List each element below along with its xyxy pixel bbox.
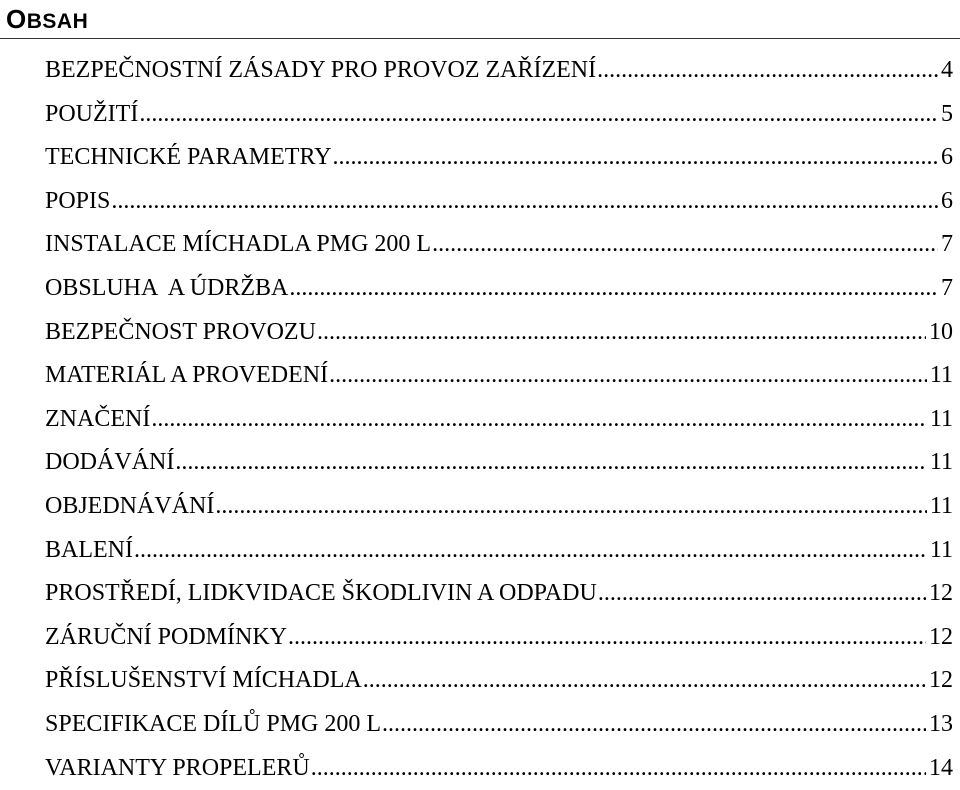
toc-entry-description[interactable] <box>45 180 953 224</box>
toc-page-number: 10 <box>929 311 953 355</box>
toc-dot-leader <box>597 49 938 93</box>
toc-entry-usage[interactable] <box>45 93 953 137</box>
toc-dot-leader <box>329 354 927 398</box>
toc-entry-operational-safety[interactable] <box>45 311 953 355</box>
toc-entry-title: PŘÍSLUŠENSTVÍ MÍCHADLA <box>45 659 362 703</box>
toc-entry-title: INSTALACE MÍCHADLA PMG 200 L <box>45 223 431 267</box>
toc-entry-title: SPECIFIKACE DÍLŮ PMG 200 L <box>45 703 381 747</box>
toc-entry-accessories[interactable] <box>45 659 953 703</box>
toc-page-number: 11 <box>930 485 953 529</box>
toc-dot-leader <box>151 398 927 442</box>
toc-page-number: 6 <box>941 180 953 224</box>
toc-entry-title: VARIANTY PROPELERŮ <box>45 747 310 790</box>
toc-page-number: 7 <box>941 223 953 267</box>
toc-entry-warranty[interactable] <box>45 616 953 660</box>
toc-dot-leader <box>289 267 938 311</box>
page-title-initial: O <box>6 4 27 34</box>
toc-entry-material-design[interactable] <box>45 354 953 398</box>
toc-entry-title: ZÁRUČNÍ PODMÍNKY <box>45 616 287 660</box>
toc-dot-leader <box>363 659 926 703</box>
toc-page-number: 13 <box>929 703 953 747</box>
toc-entry-safety-principles[interactable] <box>45 49 953 93</box>
toc-dot-leader <box>311 747 926 790</box>
table-of-contents <box>45 49 953 790</box>
toc-page-number: 12 <box>929 659 953 703</box>
toc-entry-delivery[interactable] <box>45 441 953 485</box>
toc-entry-title: PROSTŘEDÍ, LIDKVIDACE ŠKODLIVIN A ODPADU <box>45 572 597 616</box>
toc-page-number: 4 <box>941 49 953 93</box>
toc-entry-parts-specification[interactable] <box>45 703 953 747</box>
toc-dot-leader <box>134 529 927 573</box>
toc-page-number: 11 <box>930 398 953 442</box>
toc-page-number: 11 <box>930 354 953 398</box>
toc-dot-leader <box>332 136 938 180</box>
toc-entry-propeller-variants[interactable] <box>45 747 953 790</box>
toc-entry-title: TECHNICKÉ PARAMETRY <box>45 136 331 180</box>
toc-entry-title: MATERIÁL A PROVEDENÍ <box>45 354 328 398</box>
toc-page-number: 5 <box>941 93 953 137</box>
toc-page-number: 6 <box>941 136 953 180</box>
toc-entry-title: BEZPEČNOSTNÍ ZÁSADY PRO PROVOZ ZAŘÍZENÍ <box>45 49 596 93</box>
toc-entry-title: BEZPEČNOST PROVOZU <box>45 311 316 355</box>
toc-dot-leader <box>317 311 926 355</box>
toc-dot-leader <box>598 572 926 616</box>
toc-entry-installation[interactable] <box>45 223 953 267</box>
toc-entry-title: POUŽITÍ <box>45 93 138 137</box>
toc-entry-title: ZNAČENÍ <box>45 398 150 442</box>
toc-dot-leader <box>111 180 938 224</box>
toc-dot-leader <box>382 703 926 747</box>
toc-page-number: 12 <box>929 572 953 616</box>
toc-entry-title: POPIS <box>45 180 110 224</box>
toc-page-number: 11 <box>930 441 953 485</box>
toc-page-number: 12 <box>929 616 953 660</box>
toc-entry-title: OBJEDNÁVÁNÍ <box>45 485 214 529</box>
toc-entry-title: BALENÍ <box>45 529 133 573</box>
toc-page-number: 7 <box>941 267 953 311</box>
toc-dot-leader <box>288 616 926 660</box>
toc-page-number: 14 <box>929 747 953 790</box>
toc-entry-packaging[interactable] <box>45 529 953 573</box>
toc-dot-leader <box>139 93 938 137</box>
toc-entry-operation-maintenance[interactable] <box>45 267 953 311</box>
toc-entry-ordering[interactable] <box>45 485 953 529</box>
toc-entry-title: DODÁVÁNÍ <box>45 441 174 485</box>
toc-dot-leader <box>175 441 927 485</box>
heading-divider <box>0 38 960 39</box>
toc-dot-leader <box>215 485 927 529</box>
toc-entry-title: OBSLUHA A ÚDRŽBA <box>45 267 288 311</box>
page-title <box>6 2 88 39</box>
page-title-rest: BSAH <box>27 10 89 33</box>
toc-entry-technical-parameters[interactable] <box>45 136 953 180</box>
toc-dot-leader <box>432 223 938 267</box>
toc-entry-marking[interactable] <box>45 398 953 442</box>
toc-entry-environment-disposal[interactable] <box>45 572 953 616</box>
toc-page-number: 11 <box>930 529 953 573</box>
